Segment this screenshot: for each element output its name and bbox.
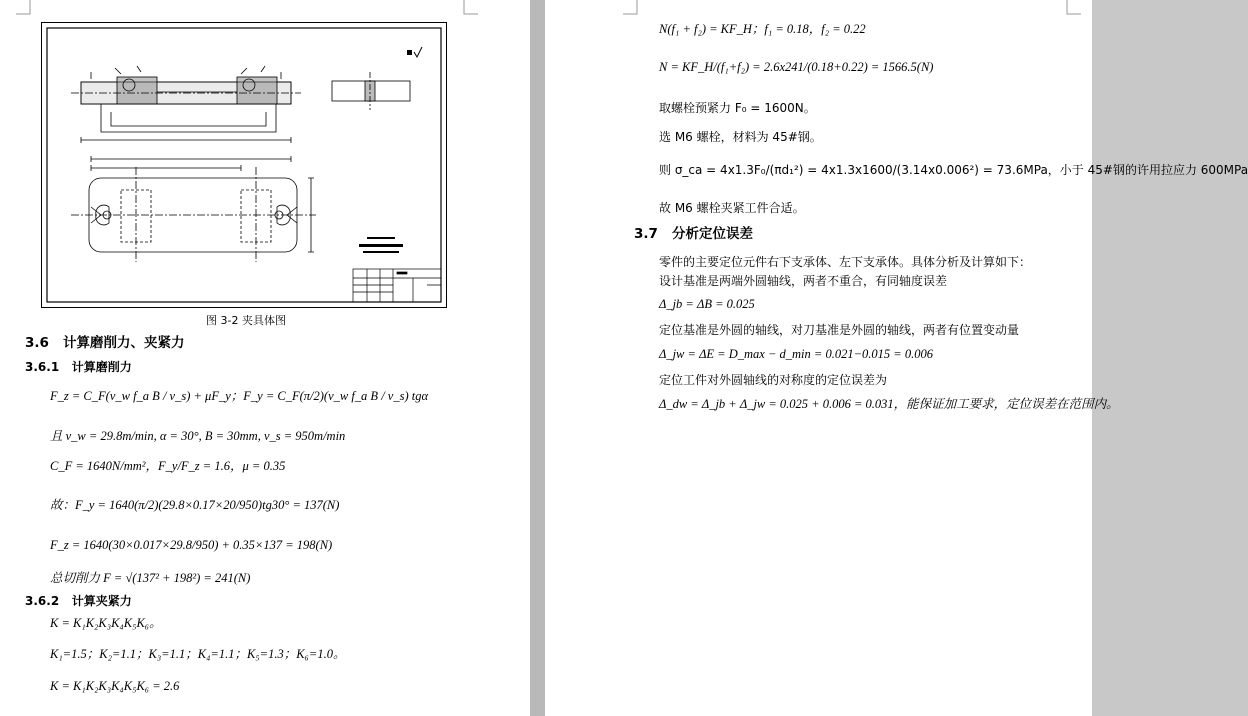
section-heading-3-6: 3.6 计算磨削力、夹紧力 (25, 335, 185, 351)
equation-given-values: 且 v_w = 29.8m/min, α = 30°, B = 30mm, v_s = 950m/min (50, 429, 346, 443)
equation-fy-result: 故：F_y = 1640(π/2)(29.8×0.17×20/950)tg30° = 137(N) (50, 498, 340, 512)
page-corner-mark (16, 0, 32, 16)
section-heading-3-7: 3.7 分析定位误差 (634, 226, 754, 242)
page-corner-mark (623, 0, 639, 16)
figure-caption: 图 3-2 夹具体图 (206, 314, 286, 327)
text-bolt-choice: 选 M6 螺栓，材料为 45#钢。 (659, 130, 822, 144)
section-heading-3-6-2: 3.6.2 计算夹紧力 (25, 594, 132, 608)
equation-k-product: K = K₁K₂K₃K₄K₅K₆。 (50, 616, 162, 630)
equation-delta-jb: Δ_jb = ΔB = 0.025 (659, 297, 755, 311)
equation-total-force: 总切削力 F = √(137² + 198²) = 241(N) (50, 571, 251, 585)
page-corner-mark (1065, 0, 1081, 16)
text-intro: 零件的主要定位元件右下支承体、左下支承体。具体分析及计算如下： (659, 255, 1032, 269)
equation-k-values: K₁=1.5；K₂=1.1；K₃=1.1；K₄=1.1；K₅=1.3；K₆=1.0。 (50, 647, 346, 661)
text-symmetry: 定位工件对外圆轴线的对称度的定位误差为 (659, 373, 888, 387)
text-locating-datum: 定位基准是外圆的轴线，对刀基准是外圆的轴线，两者有位置变动量 (659, 323, 1020, 337)
equation-k-result: K = K₁K₂K₃K₄K₅K₆ = 2.6 (50, 679, 180, 693)
left-page (0, 0, 530, 716)
right-page (545, 0, 1248, 716)
equation-normal-force-calc: N = KF_H/(f₁+f₂) = 2.6x241/(0.18+0.22) = 1566.5(N) (659, 60, 934, 74)
equation-delta-jw: Δ_jw = ΔE = D_max − d_min = 0.021−0.015 = 0.006 (659, 347, 933, 361)
text-stress-calc: 则 σ_ca = 4x1.3F₀/(πd₁²) = 4x1.3x1600/(3.14x0.006²) = 73.6MPa，小于 45#钢的许用拉应力 600MPa (659, 163, 1248, 177)
section-heading-3-6-1: 3.6.1 计算磨削力 (25, 360, 132, 374)
page-gutter (530, 0, 545, 716)
equation-grinding-forces: F_z = C_F(v_w f_a B / v_s) + μF_y；F_y = C_F(π/2)(v_w f_a B / v_s) tgα (50, 389, 429, 403)
page-corner-mark (462, 0, 478, 16)
equation-fz-result: F_z = 1640(30×0.017×29.8/950) + 0.35×137 = 198(N) (50, 538, 333, 552)
text-conclusion: 故 M6 螺栓夹紧工件合适。 (659, 201, 805, 215)
equation-delta-dw: Δ_dw = Δ_jb + Δ_jw = 0.025 + 0.006 = 0.031，能保证加工要求，定位误差在范围内。 (659, 397, 1119, 411)
fixture-drawing (41, 22, 447, 308)
equation-normal-force: N(f₁ + f₂) = KF_H；f₁ = 0.18，f₂ = 0.22 (659, 22, 866, 36)
text-design-datum: 设计基准是两端外圆轴线，两者不重合，有同轴度误差 (659, 274, 948, 288)
text-preload: 取螺栓预紧力 F₀ = 1600N。 (659, 101, 816, 115)
equation-constants: C_F = 1640N/mm²，F_y/F_z = 1.6，μ = 0.35 (50, 459, 286, 473)
